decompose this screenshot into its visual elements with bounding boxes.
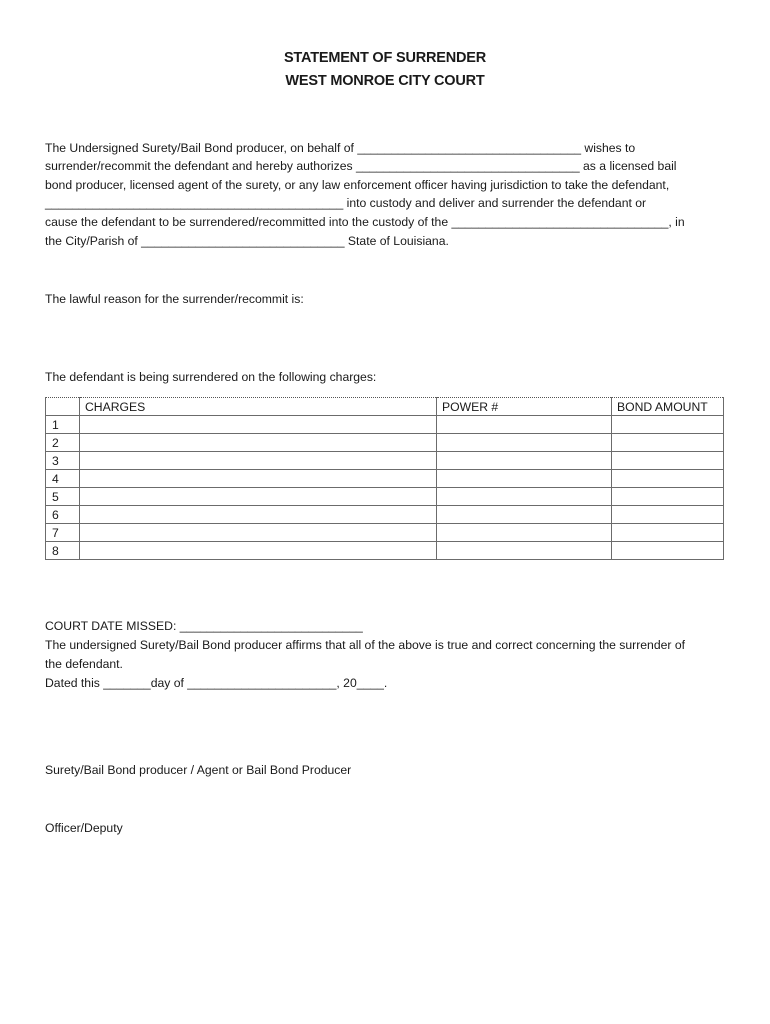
bond-amount-cell[interactable] bbox=[612, 542, 724, 560]
table-row bbox=[46, 434, 724, 452]
court-date-missed: COURT DATE MISSED: ___________________________ bbox=[45, 619, 363, 633]
power-number-cell[interactable] bbox=[437, 452, 612, 470]
row-number: 2 bbox=[46, 434, 80, 452]
charge-cell[interactable] bbox=[80, 416, 437, 434]
charges-table bbox=[45, 397, 724, 560]
officer-signature-label: Officer/Deputy bbox=[45, 821, 123, 835]
row-number: 1 bbox=[46, 416, 80, 434]
charge-cell[interactable] bbox=[80, 542, 437, 560]
table-row bbox=[46, 416, 724, 434]
charge-cell[interactable] bbox=[80, 524, 437, 542]
row-number: 7 bbox=[46, 524, 80, 542]
court-name: WEST MONROE CITY COURT bbox=[285, 73, 485, 89]
power-number-cell[interactable] bbox=[437, 542, 612, 560]
charge-cell[interactable] bbox=[80, 434, 437, 452]
header-number bbox=[46, 398, 80, 416]
bond-amount-cell[interactable] bbox=[612, 452, 724, 470]
header-bond-amount: BOND AMOUNT bbox=[612, 398, 724, 416]
charge-cell[interactable] bbox=[80, 470, 437, 488]
row-number: 3 bbox=[46, 452, 80, 470]
row-number: 5 bbox=[46, 488, 80, 506]
paragraph-line-3: bond producer, licensed agent of the surety, or any law enforcement officer having jurisdiction to take the defendant, bbox=[45, 178, 670, 192]
bond-amount-cell[interactable] bbox=[612, 506, 724, 524]
paragraph-line-1: The Undersigned Surety/Bail Bond producer, on behalf of _________________________________ wishes to bbox=[45, 141, 636, 155]
table-row bbox=[46, 542, 724, 560]
charge-cell[interactable] bbox=[80, 452, 437, 470]
charges-intro: The defendant is being surrendered on the following charges: bbox=[45, 370, 377, 384]
document-title: STATEMENT OF SURRENDER bbox=[283, 50, 487, 66]
paragraph-line-5: cause the defendant to be surrendered/recommitted into the custody of the ________________________________, in bbox=[45, 215, 685, 229]
affirmation-line-2: the defendant. bbox=[45, 657, 123, 671]
paragraph-line-6: the City/Parish of ______________________________ State of Louisiana. bbox=[45, 234, 449, 248]
charge-cell[interactable] bbox=[80, 488, 437, 506]
table-row bbox=[46, 506, 724, 524]
power-number-cell[interactable] bbox=[437, 470, 612, 488]
power-number-cell[interactable] bbox=[437, 416, 612, 434]
row-number: 6 bbox=[46, 506, 80, 524]
dated-line: Dated this _______day of ______________________, 20____. bbox=[45, 676, 388, 690]
paragraph-line-2: surrender/recommit the defendant and hereby authorizes _________________________________ as a licensed bail bbox=[45, 159, 677, 173]
row-number: 8 bbox=[46, 542, 80, 560]
reason-label: The lawful reason for the surrender/recommit is: bbox=[45, 292, 304, 306]
table-row bbox=[46, 524, 724, 542]
header-charges: CHARGES bbox=[80, 398, 437, 416]
bond-amount-cell[interactable] bbox=[612, 470, 724, 488]
bond-amount-cell[interactable] bbox=[612, 524, 724, 542]
paragraph-line-4: ____________________________________________ into custody and deliver and surrender the defendant or bbox=[45, 196, 647, 210]
header-power-number: POWER # bbox=[437, 398, 612, 416]
affirmation-line-1: The undersigned Surety/Bail Bond producer affirms that all of the above is true and correct concerning the surrender of bbox=[45, 638, 685, 652]
table-row bbox=[46, 488, 724, 506]
power-number-cell[interactable] bbox=[437, 506, 612, 524]
power-number-cell[interactable] bbox=[437, 488, 612, 506]
charge-cell[interactable] bbox=[80, 506, 437, 524]
power-number-cell[interactable] bbox=[437, 434, 612, 452]
bond-amount-cell[interactable] bbox=[612, 488, 724, 506]
surety-signature-label: Surety/Bail Bond producer / Agent or Bail Bond Producer bbox=[45, 763, 352, 777]
bond-amount-cell[interactable] bbox=[612, 416, 724, 434]
row-number: 4 bbox=[46, 470, 80, 488]
power-number-cell[interactable] bbox=[437, 524, 612, 542]
table-row bbox=[46, 470, 724, 488]
bond-amount-cell[interactable] bbox=[612, 434, 724, 452]
table-row bbox=[46, 452, 724, 470]
charges-table-header bbox=[46, 398, 724, 416]
